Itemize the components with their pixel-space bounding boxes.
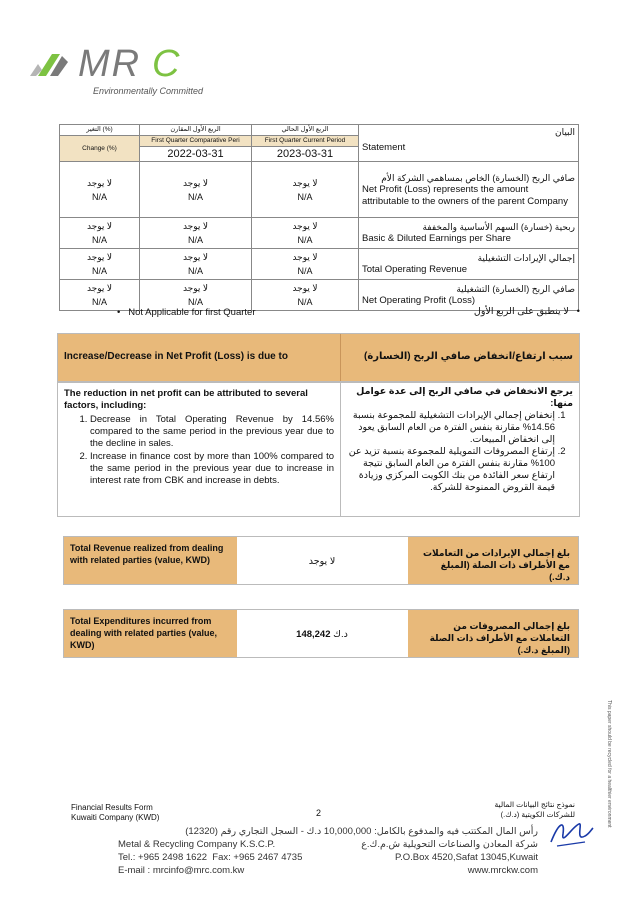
statement-ar: صافي الربح (الخسارة) الخاص بمساهمي الشركة الأم [381,172,575,183]
logo-tagline: Environmentally Committed [93,86,204,96]
na-ar: لا يوجد [86,177,113,188]
header-comparative-ar: الربع الأول المقارن [140,125,252,136]
signature-icon [545,812,595,852]
reason-lead-ar: يرجع الانخفاض في صافي الربح إلى عدة عوامل منها: [356,386,573,409]
related-expenditure-unit: د.ك [333,629,348,640]
na-ar: لا يوجد [86,283,113,293]
form-company-en: Kuwaiti Company (KWD) [71,813,160,822]
na-ar: لا يوجد [86,221,113,231]
page-number: 2 [316,808,322,818]
reason-body [57,381,580,517]
header-statement-ar: البيان [554,127,575,137]
na-en: N/A [187,235,203,245]
header-current-en: First Quarter Current Period [252,136,359,147]
na-en: N/A [297,297,313,307]
na-en: N/A [297,191,313,202]
na-en: N/A [187,266,203,276]
capital-ar: رأس المال المكتتب فيه والمدفوع بالكامل: 10,000,000 د.ك - السجل التجاري رقم (12320) [185,826,538,837]
na-en: N/A [297,266,313,276]
related-expenditure-ar: بلغ إجمالي المصروفات من التعاملات مع الأطراف ذات الصلة (المبلغ د.ك.) [429,621,570,655]
related-expenditure-box [63,609,579,658]
svg-text:MR: MR [78,43,142,85]
po-box: P.O.Box 4520,Safat 13045,Kuwait [395,852,538,863]
related-revenue-box [63,536,579,585]
na-en: N/A [297,235,313,245]
na-en: N/A [187,297,203,307]
na-en: N/A [91,235,107,245]
note-en: • Not Applicable for first Quarter [117,307,256,318]
related-revenue-en: Total Revenue realized from dealing with related parties (value, KWD) [70,543,224,565]
statement-en: Total Operating Revenue [362,264,468,275]
na-ar: لا يوجد [292,177,318,188]
reason-en [64,388,334,488]
related-revenue-ar: بلغ إجمالي الإيرادات من التعاملات مع الأطراف ذات الصلة (المبلغ د.ك.) [423,548,570,582]
fax: Fax: +965 2467 4735 [212,852,303,863]
na-en: N/A [91,191,107,202]
statement-en: Net Operating Profit (Loss) [362,295,475,306]
reason-item-ar: 2. إرتفاع المصروفات التمويلية للمجموعة بنسبة تزيد عن 100% مقارنة بنفس الفترة من العام السابق نتيجة ارتفاع سعر الفائدة من بنك الكويت المركزي وزيادة قيمة القروض الممنوحة للشركة. [345,446,555,494]
statement-ar: ربحية (خسارة) السهم الأساسية والمخففة [422,222,575,232]
comparative-date: 2022-03-31 [140,147,252,162]
header-comparative-en: First Quarter Comparative Peri [140,136,252,147]
table-row [60,162,579,218]
statement-en: Net Profit (Loss) represents the amount attributable to the owners of the parent Company [362,183,568,207]
table-row [60,249,579,280]
statement-ar: صافي الربح (الخسارة) التشغيلية [456,284,575,294]
na-ar: لا يوجد [86,252,113,262]
header-current-ar: الربع الأول الحالي [252,125,359,136]
form-name-en: Financial Results Form [71,803,153,812]
current-date: 2023-03-31 [252,147,359,162]
financial-results-table [59,124,579,311]
reason-header-en: Increase/Decrease in Net Profit (Loss) is due to [64,351,288,362]
divider [340,334,341,382]
svg-text:C: C [152,43,180,85]
na-ar: لا يوجد [182,252,209,262]
header-statement [359,125,579,162]
na-en: N/A [91,266,107,276]
recycle-note [598,700,618,860]
form-name-ar: نموذج نتائج البيانات المالية [494,800,575,809]
related-expenditure-value: 148,242 [296,629,331,640]
reason-header [57,333,580,383]
reason-header-ar: سبب ارتفاع/انخفاض صافي الربح (الخسارة) [364,351,573,362]
phone: Tel.: +965 2498 1622 [118,852,208,863]
header-change-ar: التغير (%) [60,125,140,136]
note-ar-text: لا ينطبق على الربع الأول [473,306,569,317]
na-ar: لا يوجد [182,221,209,231]
related-revenue-value: لا يوجد [308,556,336,567]
reason-item-en: 1. Decrease in Total Operating Revenue by 14.56% compared to the same period in the previous year due to the decline in sales. [90,414,334,450]
reason-item-en: 2. Increase in finance cost by more than 100% compared to the same period in the previous year due to increase in interest rate from CBK and increase in debts. [90,451,334,487]
company-name-ar: شركة المعادن والصناعات التحويلية ش.م.ك.ع [361,839,538,850]
na-ar: لا يوجد [292,252,318,262]
form-label-en [71,803,159,823]
company-address [118,825,538,877]
website: www.mrckw.com [467,865,538,876]
header-change-en: Change (%) [60,136,140,162]
na-ar: لا يوجد [292,283,318,293]
divider [340,382,341,516]
statement-en: Basic & Diluted Earnings per Share [362,233,511,244]
na-ar: لا يوجد [182,177,209,188]
reason-ar [345,386,573,494]
company-name-en: Metal & Recycling Company K.S.C.P. [118,839,276,850]
reason-lead-en: The reduction in net profit can be attributed to several factors, including: [64,388,308,411]
na-en: N/A [187,191,203,202]
recycle-note-text: This paper should be recycled for a healthier environment [606,700,612,828]
statement-ar: إجمالي الإيرادات التشغيلية [477,253,575,263]
table-row [60,218,579,249]
na-ar: لا يوجد [182,283,209,293]
na-en: N/A [91,297,107,307]
reason-item-ar: 1. إنخفاض إجمالي الإيرادات التشغيلية للمجموعة بنسبة 14.56% مقارنة بنفس الفترة من العام السابق يعود إلى انخفاض المبيعات. [345,410,555,446]
form-company-ar: للشركات الكويتية (د.ك.) [500,810,575,819]
note-ar: • لا ينطبق على الربع الأول [473,306,580,317]
header-statement-en: Statement [362,142,406,153]
na-ar: لا يوجد [292,221,318,231]
note-en-text: Not Applicable for first Quarter [128,307,256,318]
related-expenditure-en: Total Expenditures incurred from dealing with related parties (value, KWD) [70,616,218,650]
email: E-mail : mrcinfo@mrc.com.kw [118,865,245,876]
